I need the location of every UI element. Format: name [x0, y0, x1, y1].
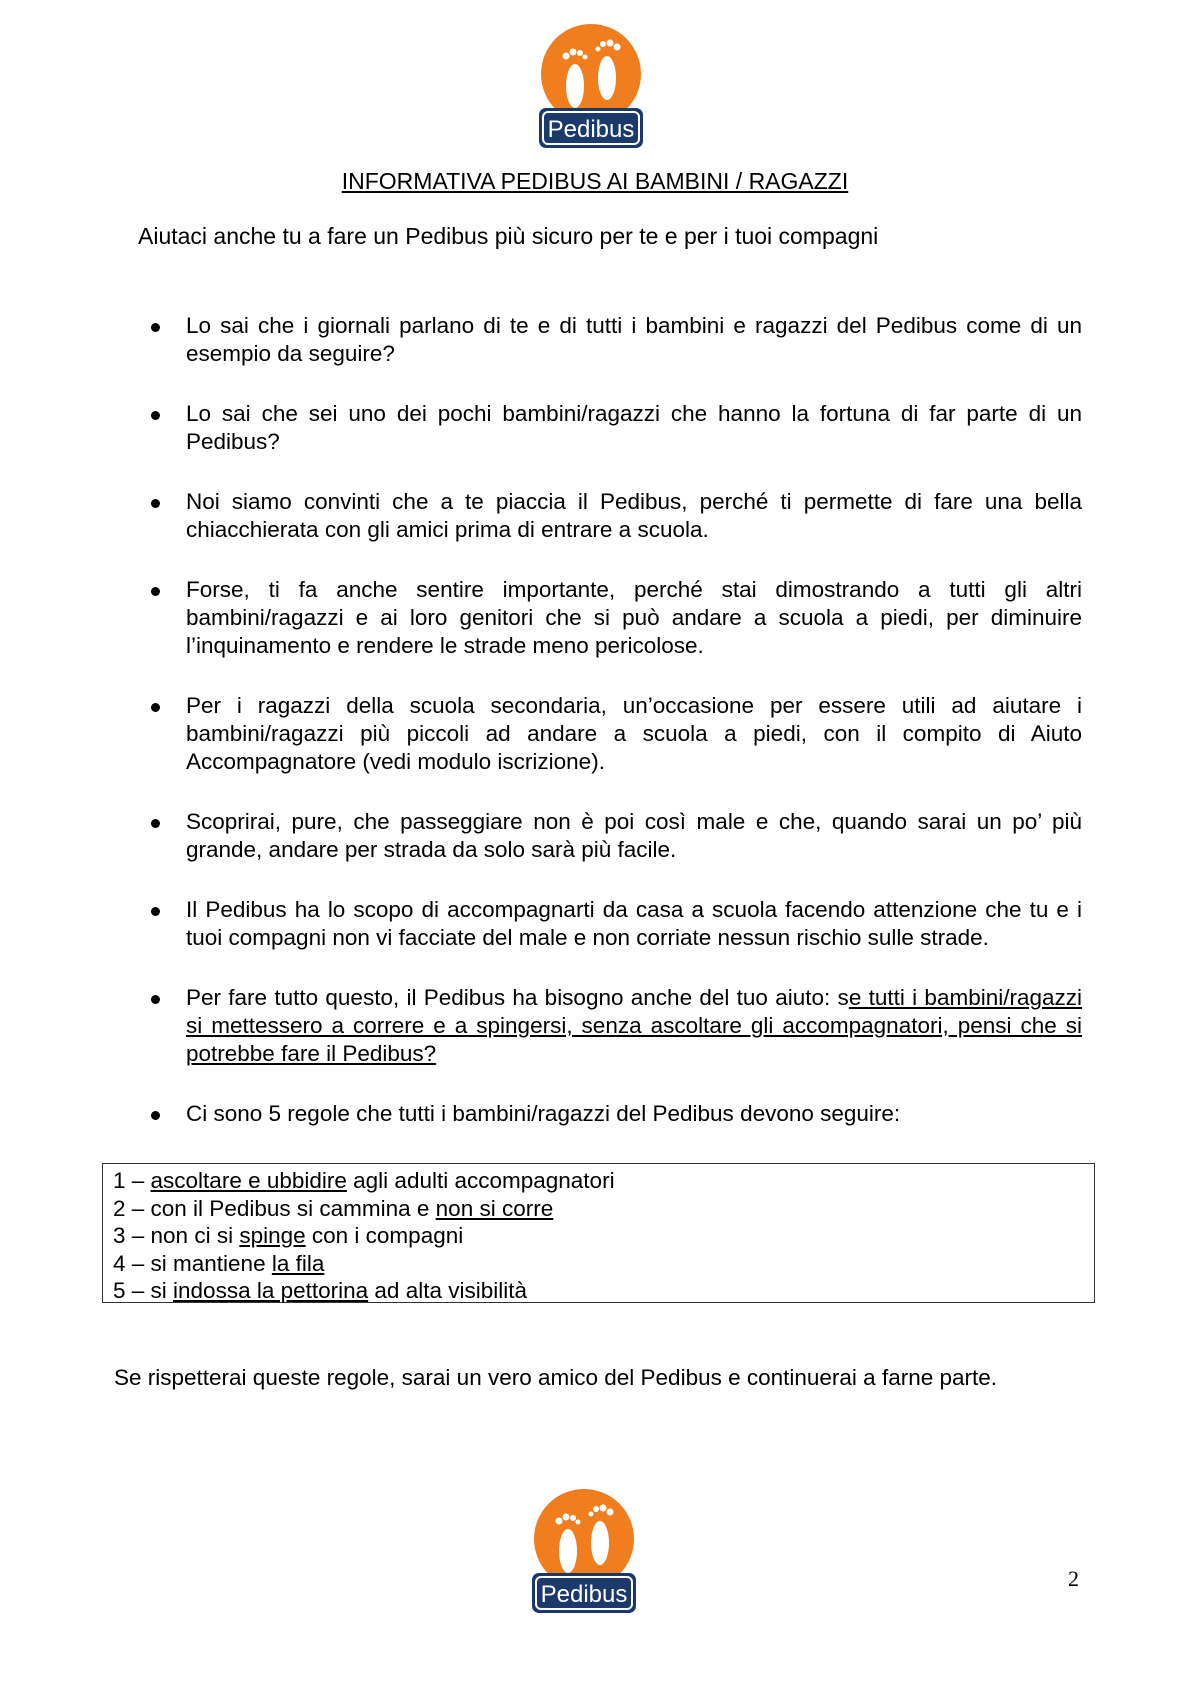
bullet-icon — [151, 411, 160, 420]
logo-text: Pedibus — [540, 1581, 628, 1608]
bullet-icon — [151, 907, 160, 916]
rule-item: 4 – si mantiene la fila — [113, 1250, 325, 1276]
rule-item: 5 – si indossa la pettorina ad alta visibilità — [113, 1278, 528, 1303]
bullet-icon — [151, 703, 160, 712]
underlined-question: e tutti i bambini/ragazzi si mettessero a correre e a spingersi, senza ascoltare gli accompagnatori, pensi che si potrebbe fare il Pedibus? — [186, 985, 1083, 1066]
list-item: Scoprirai, pure, che passeggiare non è poi così male e che, quando sarai un po’ più grande, andare per strada da solo sarà più facile. — [148, 808, 1082, 864]
list-item: Il Pedibus ha lo scopo di accompagnarti da casa a scuola facendo attenzione che tu e i tuoi compagni non vi facciate del male e non corriate nessun rischio sulle strade. — [148, 896, 1082, 952]
bullet-icon — [151, 323, 160, 332]
rule-item: 1 – ascoltare e ubbidire agli adulti accompagnatori — [113, 1168, 615, 1193]
rule-item: 2 – con il Pedibus si cammina e non si corre — [113, 1195, 554, 1221]
rule-item: 3 – non ci si spinge con i compagni — [113, 1223, 464, 1248]
bullet-icon — [151, 819, 160, 828]
logo-text: Pedibus — [547, 116, 635, 143]
list-item: Forse, ti fa anche sentire importante, perché stai dimostrando a tutti gli altri bambini/ragazzi e ai loro genitori che si può andare a scuola a piedi, per diminuire l’inquinamento e rendere le strade meno pericolose. — [148, 576, 1082, 660]
closing-text: Se rispetterai queste regole, sarai un vero amico del Pedibus e continuerai a farne parte. — [114, 1365, 998, 1390]
pedibus-logo-top — [531, 22, 651, 152]
list-item: Lo sai che i giornali parlano di te e di tutti i bambini e ragazzi del Pedibus come di un esempio da seguire? — [148, 312, 1082, 368]
list-item: Noi siamo convinti che a te piaccia il Pedibus, perché ti permette di fare una bella chiacchierata con gli amici prima di entrare a scuola. — [148, 488, 1082, 544]
footprints-icon — [531, 22, 651, 152]
intro-text: Aiutaci anche tu a fare un Pedibus più sicuro per te e per i tuoi compagni — [138, 223, 879, 249]
page-number: 2 — [1068, 1566, 1079, 1591]
bullet-list — [148, 312, 1082, 1160]
bullet-icon — [151, 499, 160, 508]
list-item: Lo sai che sei uno dei pochi bambini/ragazzi che hanno la fortuna di far parte di un Pedibus? — [148, 400, 1082, 456]
list-item: Per i ragazzi della scuola secondaria, un’occasione per essere utili ad aiutare i bambini/ragazzi più piccoli ad andare a scuola a piedi, con il compito di Aiuto Accompagnatore (vedi modulo iscrizione). — [148, 692, 1082, 776]
pedibus-logo-bottom — [524, 1487, 644, 1617]
page-title: INFORMATIVA PEDIBUS AI BAMBINI / RAGAZZI — [341, 168, 849, 194]
bullet-icon — [151, 995, 160, 1004]
list-item: Ci sono 5 regole che tutti i bambini/ragazzi del Pedibus devono seguire: — [148, 1100, 1082, 1128]
bullet-icon — [151, 1111, 160, 1120]
bullet-icon — [151, 587, 160, 596]
rules-box — [102, 1163, 1095, 1303]
list-item: Per fare tutto questo, il Pedibus ha bisogno anche del tuo aiuto: se tutti i bambini/ragazzi si mettessero a correre e a spingersi, senza ascoltare gli accompagnatori, pensi che si potrebbe fare il Pedibus? — [148, 984, 1082, 1068]
footprints-icon — [524, 1487, 644, 1617]
